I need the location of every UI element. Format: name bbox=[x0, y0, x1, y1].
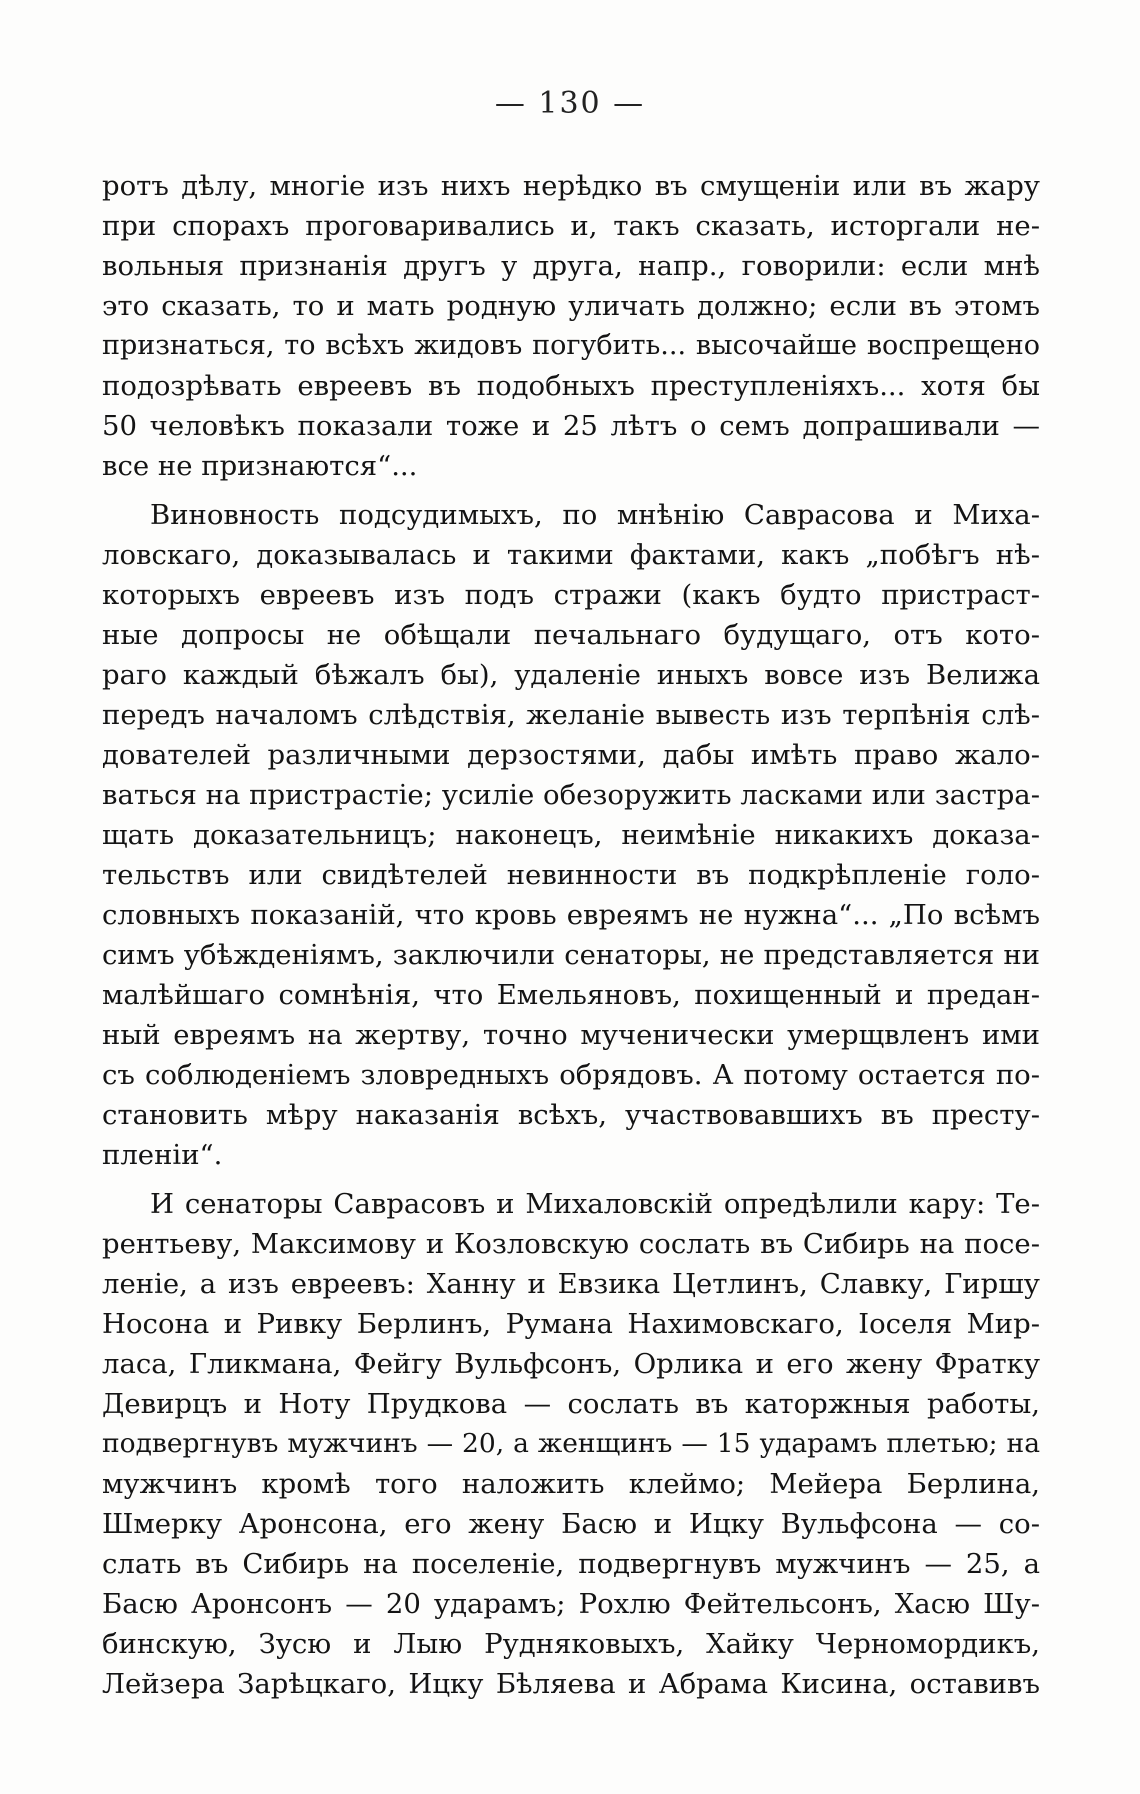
text-line: леніе, а изъ евреевъ: Ханну и Евзика Цетлинъ, Славку, Гиршу bbox=[102, 1268, 1040, 1300]
paragraph-2 bbox=[102, 495, 1040, 1175]
text-line: пленіи“. bbox=[102, 1139, 223, 1171]
text-line: которыхъ евреевъ изъ подъ стражи (какъ будто пристраст- bbox=[102, 579, 1040, 611]
text-line: Шмерку Аронсона, его жену Басю и Ицку Вульфсона — со- bbox=[102, 1508, 1040, 1540]
text-line: Виновность подсудимыхъ, по мнѣнію Саврасова и Миха- bbox=[150, 499, 1040, 531]
text-line: бинскую, Зусю и Лыю Рудняковыхъ, Хайку Черномордикъ, bbox=[102, 1628, 1040, 1660]
text-line: подвергнувъ мужчинъ — 20, а женщинъ — 15 ударамъ плетью; на bbox=[102, 1428, 1040, 1459]
text-line: признаться, то всѣхъ жидовъ погубить... высочайше воспрещено bbox=[102, 330, 1040, 361]
text-line: Басю Аронсонъ — 20 ударамъ; Рохлю Фейтельсонъ, Хасю Шу- bbox=[102, 1588, 1040, 1620]
body-text bbox=[102, 166, 1040, 1704]
text-line: ловскаго, доказывалась и такими фактами, какъ „побѣгъ нѣ- bbox=[102, 539, 1040, 571]
text-line: съ соблюденіемъ зловредныхъ обрядовъ. А потому остается по- bbox=[102, 1059, 1040, 1091]
text-line: словныхъ показаній, что кровь евреямъ не нужна“... „По всѣмъ bbox=[102, 899, 1040, 931]
text-line: подозрѣвать евреевъ въ подобныхъ преступленіяхъ... хотя бы bbox=[102, 370, 1040, 402]
text-line: ный евреямъ на жертву, точно мученически умерщвленъ ими bbox=[102, 1019, 1040, 1051]
text-line: становить мѣру наказанія всѣхъ, участвовавшихъ въ престу- bbox=[102, 1099, 1040, 1131]
text-line: Лейзера Зарѣцкаго, Ицку Бѣляева и Абрама Кисина, оставивъ bbox=[102, 1668, 1040, 1700]
text-line: дователей различными дерзостями, дабы имѣть право жало- bbox=[102, 739, 1040, 771]
text-line: рентьеву, Максимову и Козловскую сослать въ Сибирь на посе- bbox=[102, 1228, 1040, 1260]
page-number: — 130 — bbox=[494, 86, 646, 121]
paragraph-3 bbox=[102, 1184, 1040, 1704]
text-line: щать доказательницъ; наконецъ, неимѣніе никакихъ доказа- bbox=[102, 819, 1040, 851]
text-line: Девирцъ и Ноту Прудкова — сослать въ каторжныя работы, bbox=[102, 1388, 1040, 1420]
text-line: симъ убѣжденіямъ, заключили сенаторы, не представляется ни bbox=[102, 939, 1040, 971]
text-line: вольныя признанія другъ у друга, напр., говорили: если мнѣ bbox=[102, 250, 1040, 282]
text-line: ные допросы не обѣщали печальнаго будущаго, отъ кото- bbox=[102, 619, 1040, 651]
text-line: мужчинъ кромѣ того наложить клеймо; Мейера Берлина, bbox=[102, 1468, 1040, 1500]
text-line: ласа, Гликмана, Фейгу Вульфсонъ, Орлика и его жену Фратку bbox=[102, 1348, 1040, 1380]
text-line: раго каждый бѣжалъ бы), удаленіе иныхъ вовсе изъ Велижа bbox=[102, 659, 1040, 691]
paragraph-1 bbox=[102, 166, 1040, 486]
text-line: все не признаются“... bbox=[102, 450, 418, 482]
text-line: ротъ дѣлу, многіе изъ нихъ нерѣдко въ смущеніи или въ жару bbox=[102, 170, 1040, 202]
text-line: малѣйшаго сомнѣнія, что Емельяновъ, похищенный и предан- bbox=[102, 979, 1040, 1011]
text-line: передъ началомъ слѣдствія, желаніе вывесть изъ терпѣнія слѣ- bbox=[102, 699, 1040, 731]
text-line: Носона и Ривку Берлинъ, Румана Нахимовскаго, Іоселя Мир- bbox=[102, 1308, 1040, 1340]
text-line: слать въ Сибирь на поселеніе, подвергнувъ мужчинъ — 25, а bbox=[102, 1548, 1040, 1580]
text-line: тельствъ или свидѣтелей невинности въ подкрѣпленіе голо- bbox=[102, 859, 1040, 891]
text-line: И сенаторы Саврасовъ и Михаловскій опредѣлили кару: Те- bbox=[150, 1188, 1040, 1220]
text-line: 50 человѣкъ показали тоже и 25 лѣтъ о семъ допрашивали — bbox=[102, 410, 1040, 442]
text-line: при спорахъ проговаривались и, такъ сказать, исторгали не- bbox=[102, 210, 1040, 242]
text-line: ваться на пристрастіе; усиліе обезоружить ласками или застра- bbox=[102, 779, 1040, 811]
text-line: это сказать, то и мать родную уличать должно; если въ этомъ bbox=[102, 290, 1040, 322]
